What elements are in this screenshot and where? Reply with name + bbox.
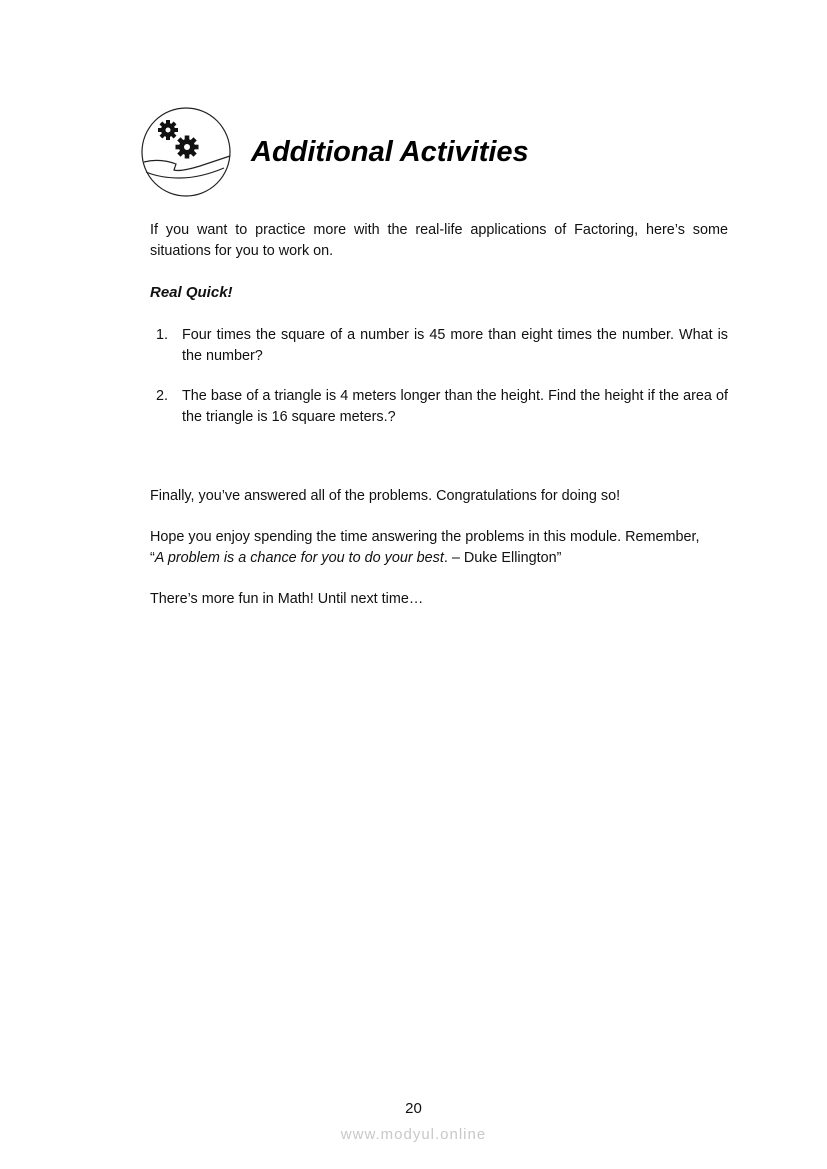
problem-text: Four times the square of a number is 45 more than eight times the number. What is the number?: [182, 327, 728, 364]
hope-paragraph: [150, 527, 728, 568]
watermark: www.modyul.online: [340, 1126, 487, 1143]
finally-paragraph: Finally, you’ve answered all of the problems. Congratulations for doing so!: [150, 488, 621, 504]
section-title: Real Quick!: [150, 284, 233, 301]
page-title: Additional Activities: [251, 136, 529, 168]
problem-item: [150, 386, 728, 427]
gears-in-hand-icon: [140, 106, 232, 198]
page-number: 20: [405, 1100, 422, 1117]
quote-mark: “: [150, 549, 155, 566]
hope-text: Hope you enjoy spending the time answering the problems in this module. Remember,: [150, 529, 700, 545]
problem-text: The base of a triangle is 4 meters longer than the height. Find the height if the area of the triangle is 16 square meters.?: [182, 388, 728, 425]
intro-paragraph: If you want to practice more with the real-life applications of Factoring, here’s some situations for you to work on.: [150, 222, 728, 259]
quote-text: A problem is a chance for you to do your best: [154, 549, 444, 566]
problem-item: [150, 325, 728, 366]
problem-number: 1.: [156, 327, 169, 343]
more-fun-paragraph: There’s more fun in Math! Until next time…: [150, 591, 424, 607]
problem-number: 2.: [156, 388, 169, 404]
quote-attribution: . – Duke Ellington”: [443, 549, 562, 566]
